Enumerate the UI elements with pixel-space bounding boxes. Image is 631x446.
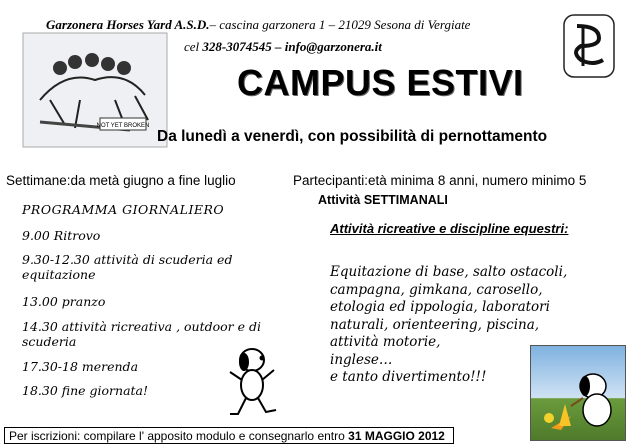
cartoon-horse-image [20,30,170,150]
cel-label: cel [184,39,203,54]
snoopy-campfire-icon [530,345,626,441]
activities-title: Attività SETTIMANALI [318,193,448,207]
address: – cascina garzonera 1 – 21029 Sesona di Vergiate [209,17,471,32]
program-item: 18.30 fine giornata! [22,383,149,398]
program-item: 14.30 attività ricreativa , outdoor e di scuderia [22,319,261,349]
activity-line: e tanto divertimento!!! [330,369,487,385]
page-title: CAMPUS ESTIVI [237,62,524,103]
activity-line: Equitazione di base, salto ostacoli, [330,264,568,280]
footer-text: Per iscrizioni: compilare l' apposito modulo e consegnarlo entro [9,429,349,443]
weeks-info: Settimane:da metà giugno a fine luglio [6,173,236,188]
horse-shoe-logo-icon [563,14,615,78]
org-name: Garzonera Horses Yard A.S.D. [46,17,210,32]
program-item: 13.00 pranzo [22,294,106,309]
activity-line: inglese… [330,351,393,368]
cartoon-sign-text: NOT YET BROKEN [96,123,150,129]
registration-footer [4,427,454,444]
activities-subtitle: Attività ricreative e discipline equestri: [330,221,569,236]
participants-info: Partecipanti:età minima 8 anni, numero minimo 5 [293,173,587,188]
activity-line: attività motorie, [330,334,441,350]
footer-deadline: 31 MAGGIO 2012 [348,429,445,443]
activity-line: campagna, gimkana, carosello, [330,281,543,298]
header-contact-line [184,39,382,55]
header-address-line [46,17,470,33]
snoopy-dancing-icon [222,340,282,420]
phone: 328-3074545 [202,39,272,54]
program-title: PROGRAMMA GIORNALIERO [22,202,225,217]
program-item: 9.30-12.30 attività di scuderia ed equitazione [22,252,233,282]
page-subtitle: Da lunedì a venerdì, con possibilità di pernottamento [157,128,548,145]
email: info@garzonera.it [284,39,382,54]
program-item: 9.00 Ritrovo [22,228,101,243]
program-item: 17.30-18 merenda [22,359,139,374]
activity-line: naturali, orienteering, piscina, [330,316,540,333]
email-separator: – [271,39,285,54]
activity-line: etologia ed ippologia, laboratori [330,299,550,315]
